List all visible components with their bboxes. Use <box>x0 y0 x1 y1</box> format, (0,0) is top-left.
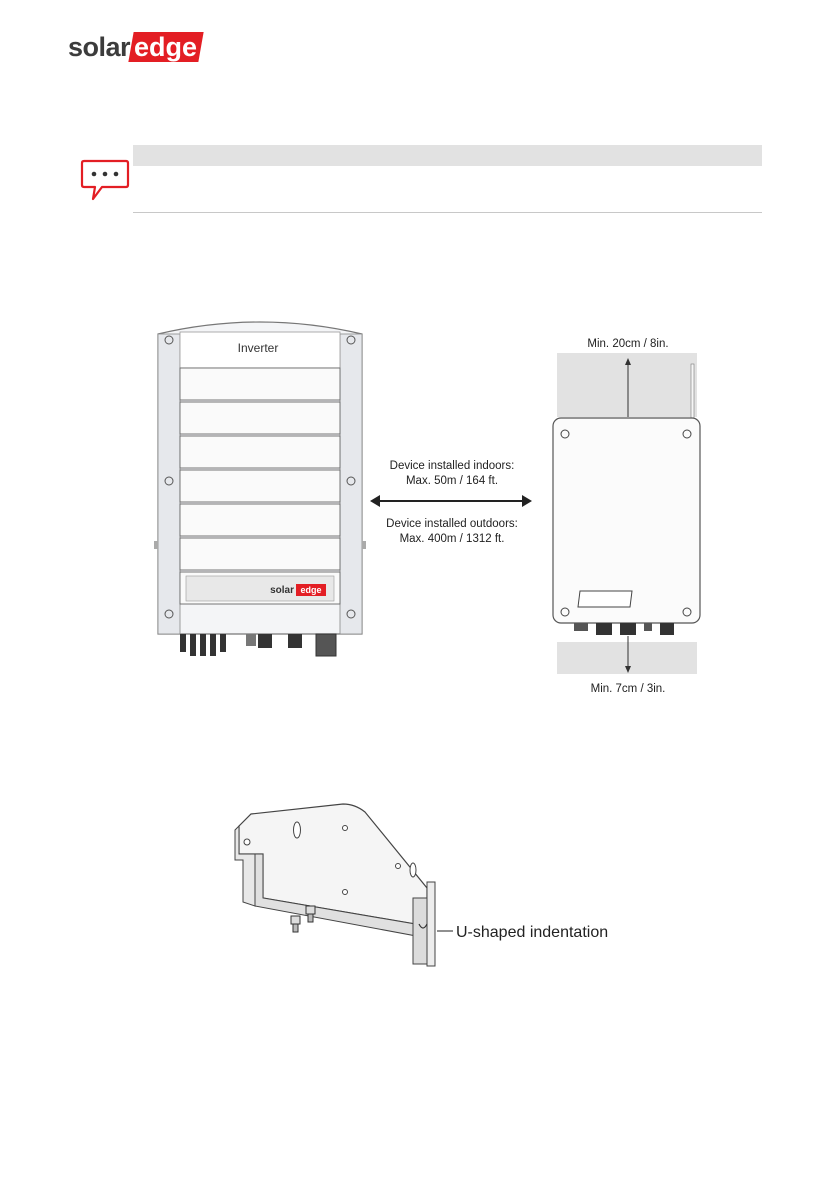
outdoors-value: Max. 400m / 1312 ft. <box>399 533 505 545</box>
note-header-bar <box>133 145 762 166</box>
device-illustration <box>553 338 700 695</box>
inverter-label: Inverter <box>237 341 279 355</box>
note-speech-bubble-icon <box>80 158 130 204</box>
u-shaped-indentation-callout: U-shaped indentation <box>456 924 609 941</box>
bottom-clearance-label: Min. 7cm / 3in. <box>590 683 666 695</box>
outdoors-title: Device installed outdoors: <box>386 518 518 530</box>
inverter-brand-edge: edge <box>300 585 322 595</box>
logo-edge-box <box>128 32 203 62</box>
solaredge-logo <box>68 32 201 62</box>
bracket-figure <box>215 798 635 968</box>
inverter-distance-figure <box>150 316 710 708</box>
inverter-illustration <box>154 322 366 656</box>
bracket-illustration <box>235 804 435 966</box>
logo-edge-text: edge <box>134 32 198 62</box>
indoors-value: Max. 50m / 164 ft. <box>405 475 499 487</box>
logo-solar-text: solar <box>68 31 131 62</box>
note-bottom-divider <box>133 212 762 213</box>
indoors-title: Device installed indoors: <box>389 460 515 472</box>
distance-arrow <box>370 495 532 507</box>
top-clearance-label: Min. 20cm / 8in. <box>587 338 669 350</box>
inverter-brand-solar: solar <box>270 585 294 596</box>
